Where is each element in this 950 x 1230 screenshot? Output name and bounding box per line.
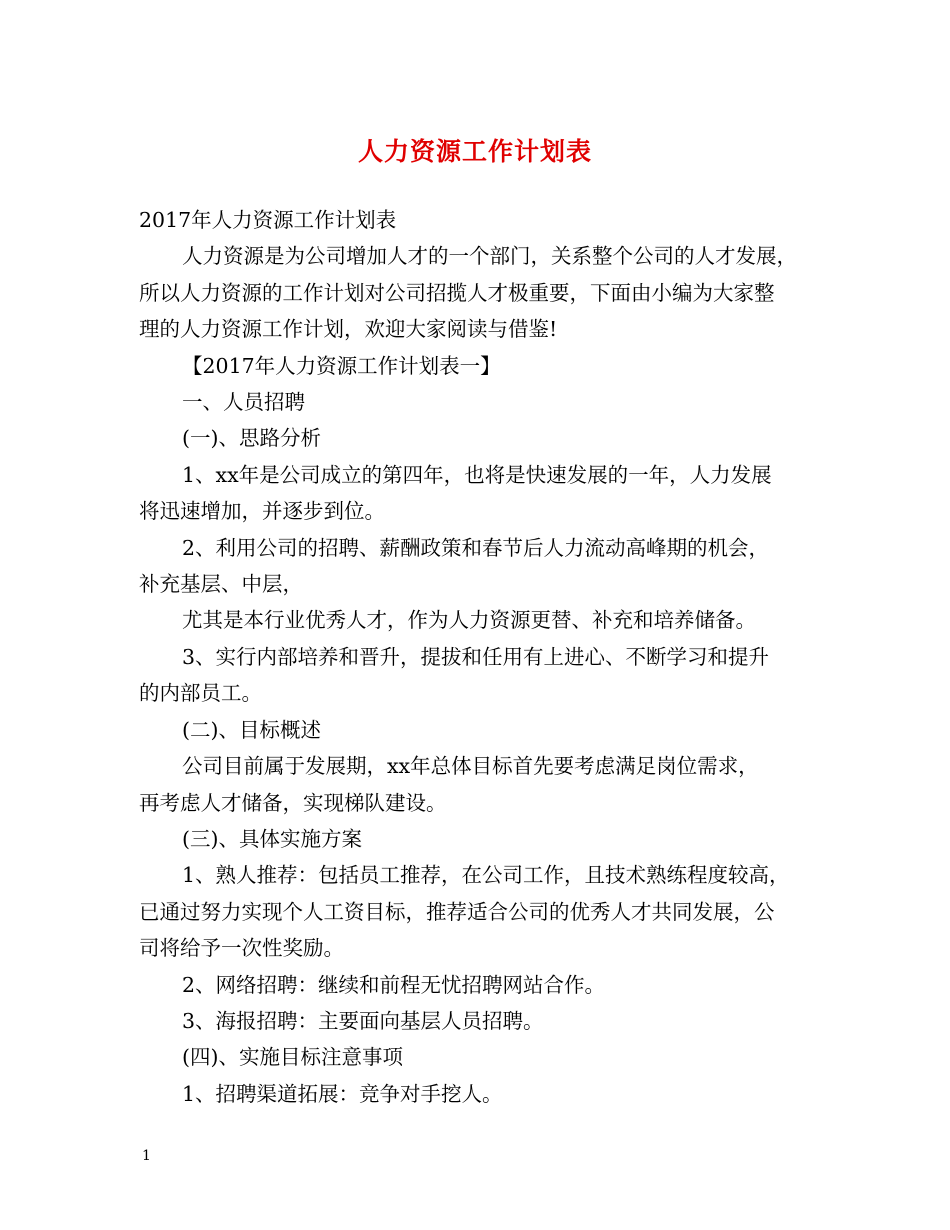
paragraph-line: 司将给予一次性奖励。 [139, 936, 344, 961]
paragraph-line: 1、招聘渠道拓展：竞争对手挖人。 [182, 1081, 503, 1106]
paragraph-line: 公司目前属于发展期，xx年总体目标首先要考虑满足岗位需求， [182, 754, 759, 779]
paragraph-line: 人力资源是为公司增加人才的一个部门，关系整个公司的人才发展， [182, 244, 797, 269]
paragraph-line: 补充基层、中层， [139, 572, 303, 597]
paragraph-line: 尤其是本行业优秀人才，作为人力资源更替、补充和培养储备。 [182, 608, 756, 633]
paragraph-line: 所以人力资源的工作计划对公司招揽人才极重要，下面由小编为大家整 [139, 280, 775, 305]
paragraph-line: (一)、思路分析 [182, 426, 321, 451]
paragraph-line: 理的人力资源工作计划，欢迎大家阅读与借鉴! [139, 317, 558, 342]
paragraph-line: 2、网络招聘：继续和前程无忧招聘网站合作。 [182, 972, 606, 997]
paragraph-line: 的内部员工。 [139, 681, 262, 706]
paragraph-line: (四)、实施目标注意事项 [182, 1045, 403, 1070]
paragraph-line: 一、人员招聘 [182, 390, 305, 415]
document-title: 人力资源工作计划表 [357, 137, 592, 166]
paragraph-line: 【2017年人力资源工作计划表一】 [182, 353, 501, 378]
paragraph-line: 3、实行内部培养和晋升，提拔和任用有上进心、不断学习和提升 [182, 644, 770, 669]
paragraph-line: 再考虑人才储备，实现梯队建设。 [139, 790, 447, 815]
paragraph-line: (三)、具体实施方案 [182, 826, 362, 851]
paragraph-line: 将迅速增加，并逐步到位。 [139, 499, 385, 524]
paragraph-line: 已通过努力实现个人工资目标，推荐适合公司的优秀人才共同发展，公 [139, 899, 775, 924]
paragraph-line: 1、xx年是公司成立的第四年，也将是快速发展的一年，人力发展 [182, 462, 772, 487]
paragraph-line: 3、海报招聘：主要面向基层人员招聘。 [182, 1008, 544, 1033]
document-body [139, 202, 819, 1112]
paragraph-line: (二)、目标概述 [182, 717, 321, 742]
paragraph-line: 2017年人力资源工作计划表 [139, 208, 397, 232]
paragraph-line: 2、利用公司的招聘、薪酬政策和春节后人力流动高峰期的机会， [182, 535, 770, 560]
page-number: 1 [142, 1148, 151, 1164]
paragraph-line: 1、熟人推荐：包括员工推荐，在公司工作，且技术熟练程度较高， [182, 863, 790, 888]
